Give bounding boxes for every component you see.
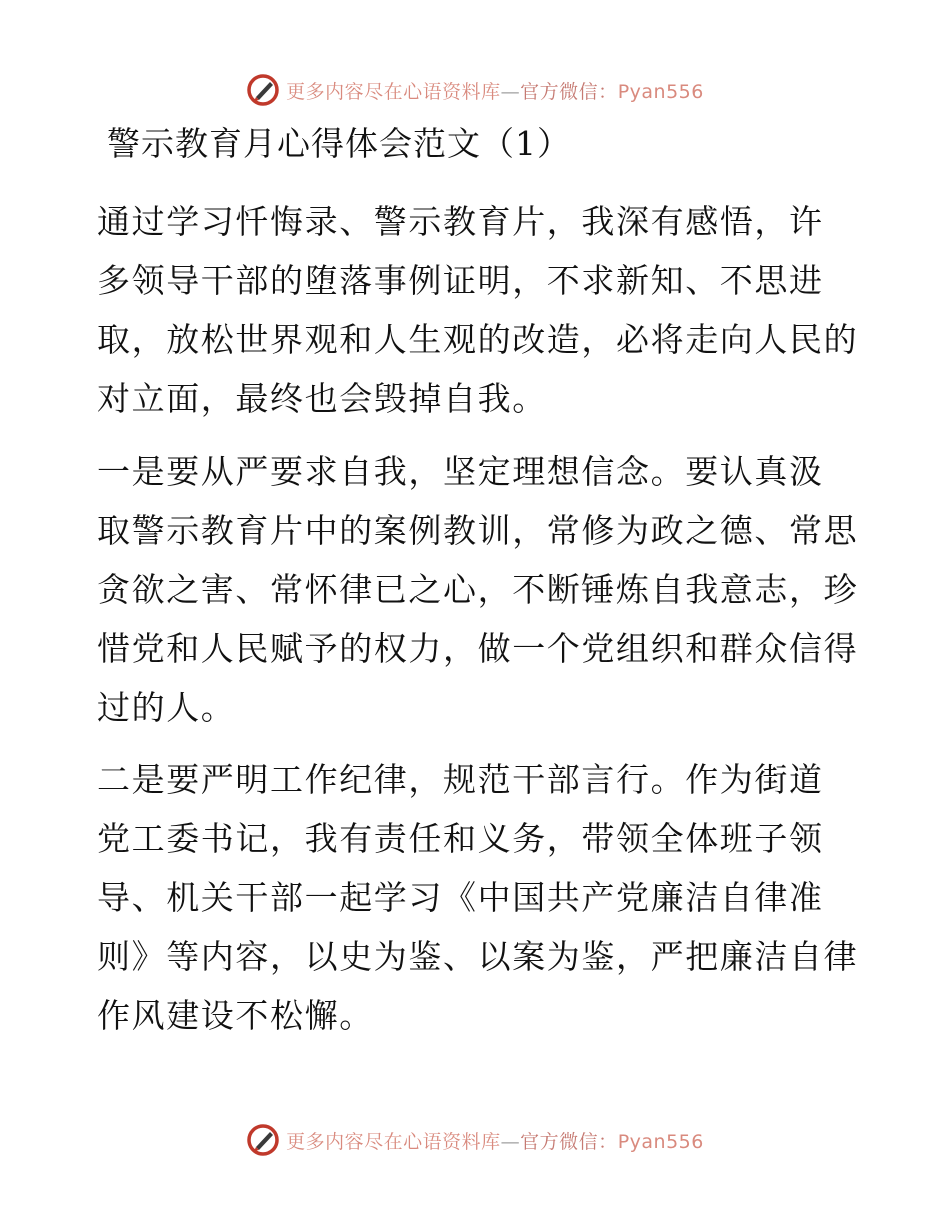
watermark-main-text: 更多内容尽在心语资料库	[286, 1130, 501, 1153]
header-watermark-banner	[0, 70, 950, 110]
paragraph-line: 取警示教育片中的案例教训，常修为政之德、常思	[97, 511, 859, 550]
paragraph-line: 对立面，最终也会毁掉自我。	[97, 379, 547, 418]
paragraph-line: 作风建设不松懈。	[97, 996, 374, 1035]
paragraph-line: 通过学习忏悔录、警示教育片，我深有感悟，许	[97, 202, 824, 241]
paragraph-line: 贪欲之害、常怀律已之心，不断锤炼自我意志，珍	[97, 570, 859, 609]
paragraph-line: 一是要从严要求自我，坚定理想信念。要认真汲	[97, 452, 824, 491]
document-title: 警示教育月心得体会范文（1）	[107, 124, 571, 163]
watermark-account-id: Pyan556	[617, 80, 704, 103]
watermark-text	[286, 1127, 704, 1154]
watermark-wechat-label: 官方微信：	[520, 1130, 618, 1153]
paragraph-line: 过的人。	[97, 688, 236, 727]
paragraph-1	[97, 192, 857, 428]
watermark-separator: —	[500, 1130, 521, 1153]
paragraph-3	[97, 750, 857, 1045]
watermark-account-id: Pyan556	[617, 1130, 704, 1153]
paragraph-2	[97, 442, 857, 737]
paragraph-line: 党工委书记，我有责任和义务，带领全体班子领	[97, 819, 824, 858]
paragraph-line: 则》等内容，以史为鉴、以案为鉴，严把廉洁自律	[97, 937, 859, 976]
watermark-main-text: 更多内容尽在心语资料库	[286, 80, 501, 103]
watermark-text	[286, 77, 704, 104]
pen-logo-icon	[246, 73, 280, 107]
watermark-wechat-label: 官方微信：	[520, 80, 618, 103]
paragraph-line: 惜党和人民赋予的权力，做一个党组织和群众信得	[97, 629, 859, 668]
paragraph-line: 多领导干部的堕落事例证明，不求新知、不思进	[97, 261, 824, 300]
paragraph-line: 二是要严明工作纪律，规范干部言行。作为街道	[97, 760, 824, 799]
footer-watermark-banner	[0, 1120, 950, 1160]
paragraph-line: 导、机关干部一起学习《中国共产党廉洁自律准	[97, 878, 824, 917]
pen-logo-icon	[246, 1123, 280, 1157]
paragraph-line: 取，放松世界观和人生观的改造，必将走向人民的	[97, 320, 859, 359]
watermark-separator: —	[500, 80, 521, 103]
